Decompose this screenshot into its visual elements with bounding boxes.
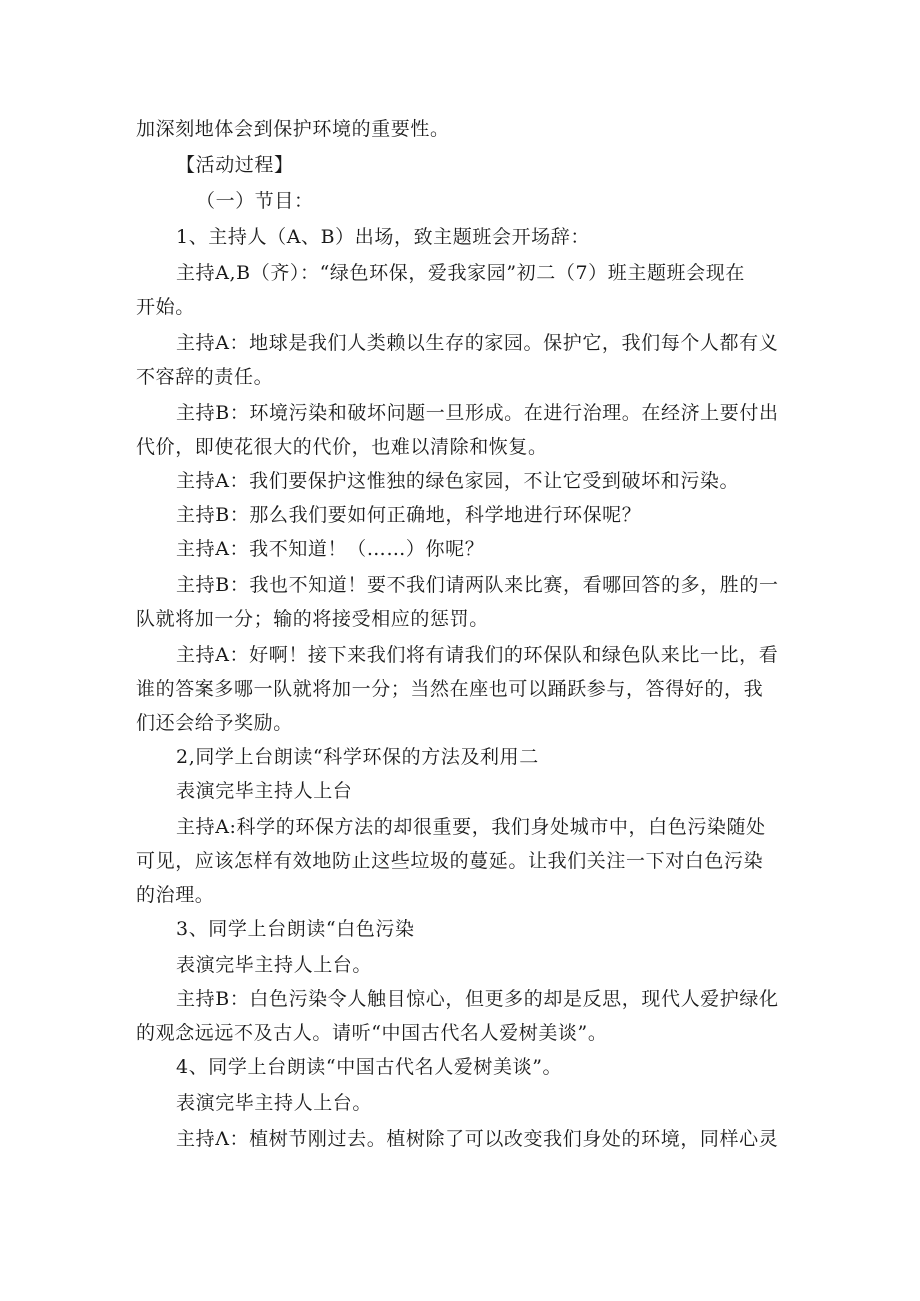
text-line: 主持A:科学的环保方法的却很重要，我们身处城市中，白色污染随处 (176, 816, 766, 838)
text-line: 主持B：那么我们要如何正确地，科学地进行环保呢？ (176, 504, 642, 526)
text-line: 主持B：白色污染令人触目惊心，但更多的却是反思，现代人爱护绿化 (176, 988, 779, 1010)
text-line: 4、同学上台朗读“中国古代名人爱树美谈”。 (176, 1056, 563, 1078)
text-line: 可见，应该怎样有效地防止这些垃圾的蔓延。让我们关注一下对白色污染 (136, 850, 764, 872)
text-line: 主持B：我也不知道！要不我们请两队来比赛，看哪回答的多，胜的一 (176, 574, 779, 596)
text-line: 主持B：环境污染和破坏问题一旦形成。在进行治理。在经济上要付出 (176, 402, 779, 424)
text-line: 主持A：好啊！接下来我们将有请我们的环保队和绿色队来比一比，看 (176, 644, 779, 666)
text-line: 表演完毕主持人上台 (176, 780, 353, 802)
text-line: 3、同学上台朗读“白色污染 (176, 918, 415, 940)
text-line: 队就将加一分；输的将接受相应的惩罚。 (136, 608, 489, 630)
text-line: 的治理。 (136, 884, 215, 906)
text-line: 们还会给予奖励。 (136, 712, 293, 734)
text-line: 2,同学上台朗读“科学环保的方法及利用二 (176, 746, 539, 768)
subsection-heading: （一）节目： (196, 190, 314, 212)
text-line: 表演完毕主持人上台。 (176, 954, 373, 976)
section-heading: 【活动过程】 (176, 154, 294, 176)
text-line: 主持A：我不知道！（……）你呢？ (176, 538, 485, 560)
text-line: 主持A：地球是我们人类赖以生存的家园。保护它，我们每个人都有义 (176, 332, 779, 354)
text-line: 代价，即使花很大的代价，也难以清除和恢复。 (136, 436, 548, 458)
text-line: 表演完毕主持人上台。 (176, 1092, 373, 1114)
text-line: 不容辞的责任。 (136, 366, 274, 388)
text-line: 主持Λ：植树节刚过去。植树除了可以改变我们身处的环境，同样心灵 (176, 1128, 779, 1150)
text-line: 1、主持人（A、B）出场，致主题班会开场辞： (176, 226, 590, 248)
text-line: 加深刻地体会到保护环境的重要性。 (136, 118, 450, 140)
text-line: 的观念远远不及古人。请听“中国古代名人爱树美谈”。 (136, 1022, 608, 1044)
text-line: 开始。 (136, 296, 195, 318)
text-line: 主持A：我们要保护这惟独的绿色家园，不让它受到破坏和污染。 (176, 470, 740, 492)
text-line: 主持A,B（齐）：“绿色环保，爱我家园”初二（7）班主题班会现在 (176, 262, 745, 284)
text-line: 谁的答案多哪一队就将加一分；当然在座也可以踊跃参与，答得好的，我 (136, 678, 764, 700)
